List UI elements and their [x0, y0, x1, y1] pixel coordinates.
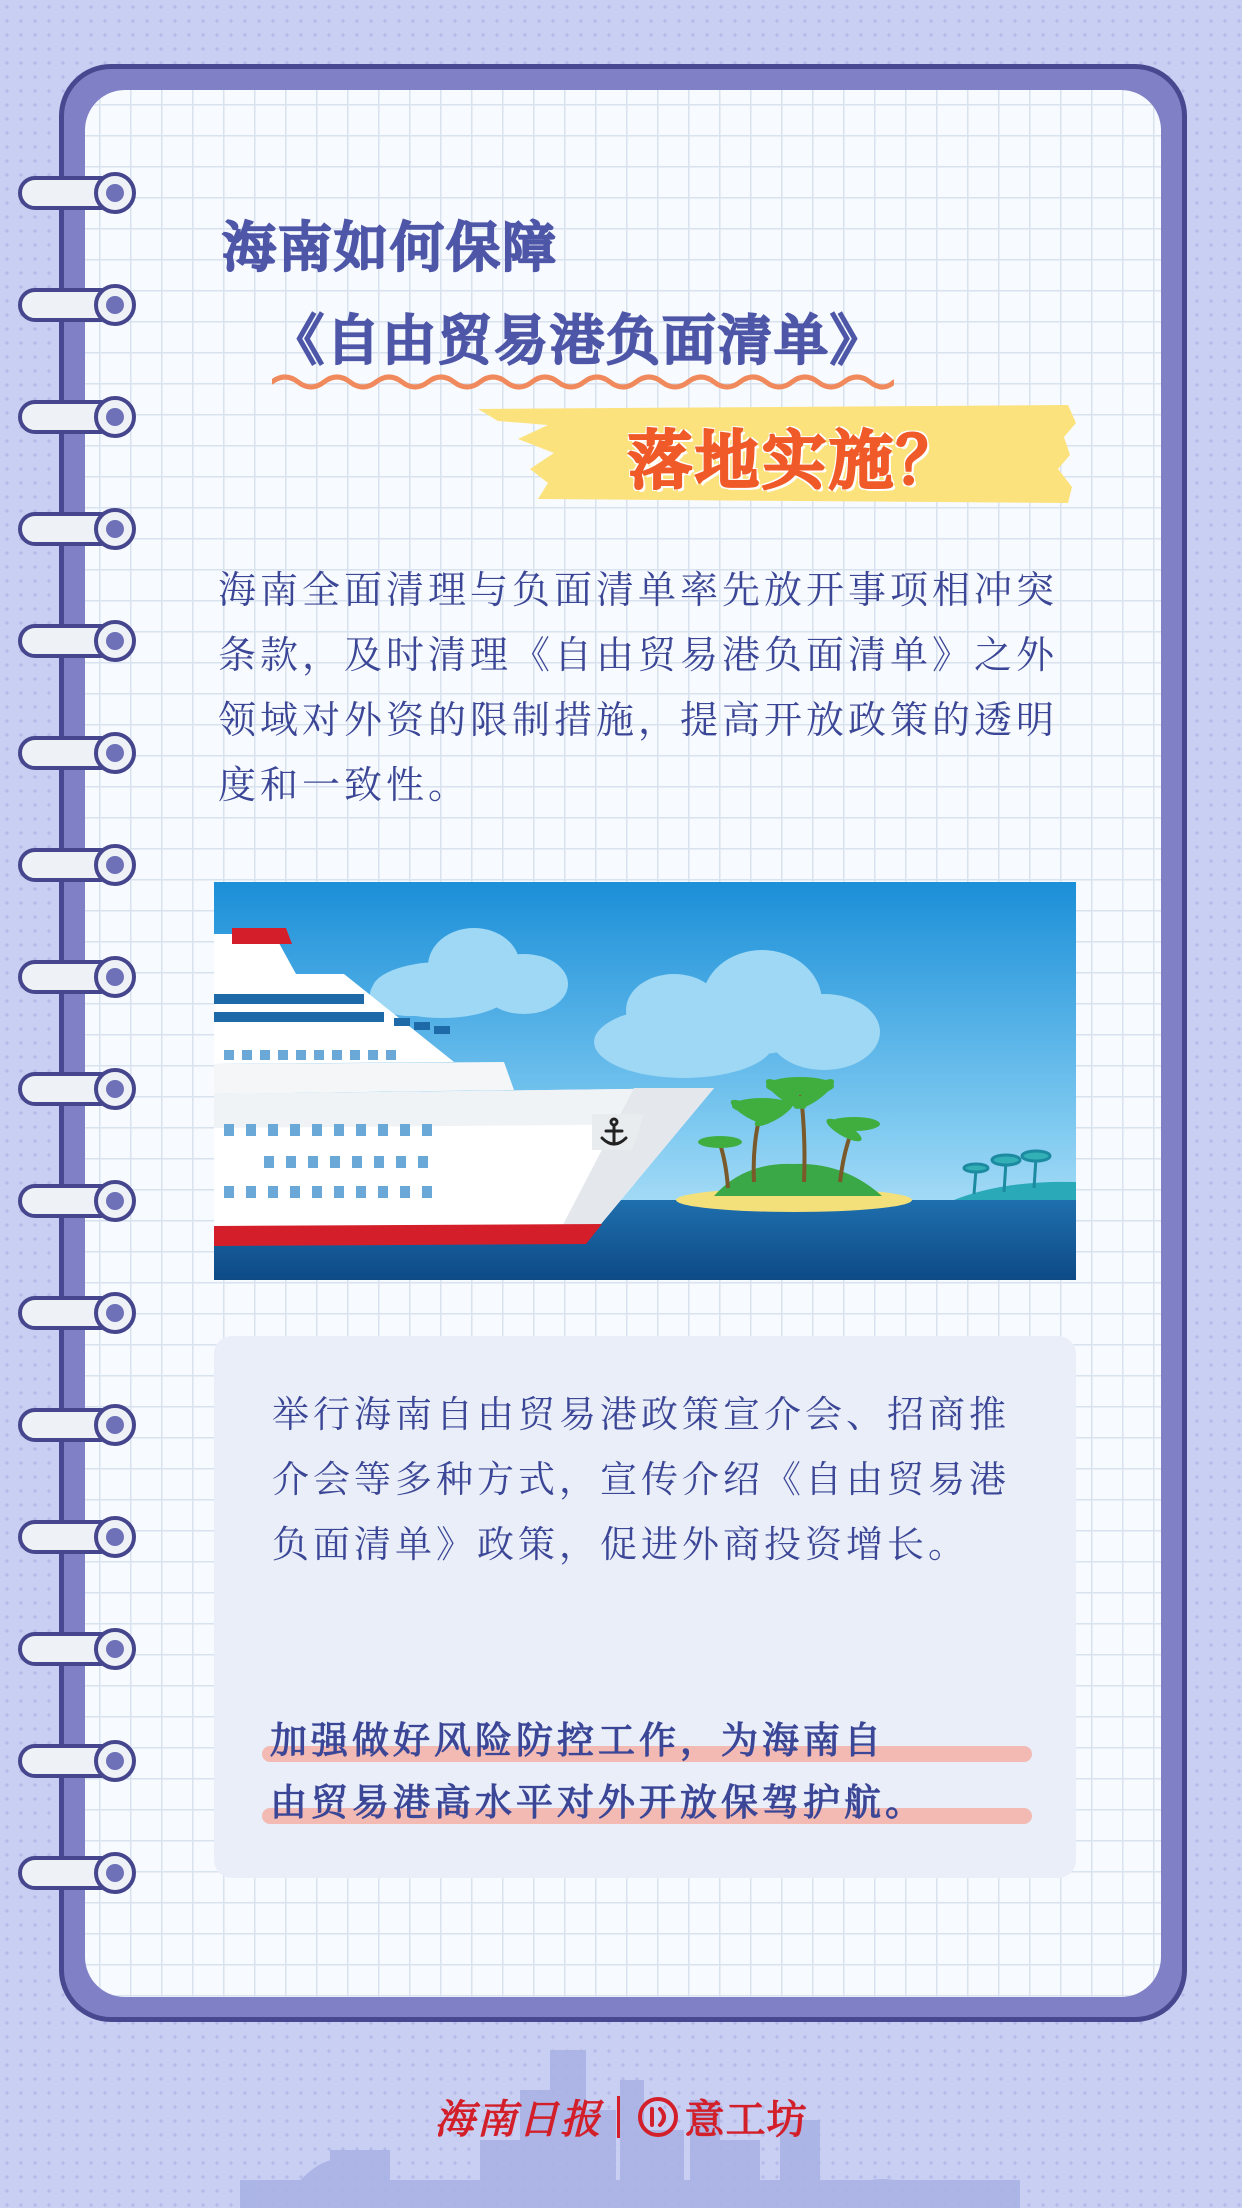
- spiral-ring: [18, 508, 126, 548]
- newspaper-logo: 海南日报: [434, 2096, 603, 2143]
- studio-name: 意工坊: [684, 2097, 808, 2143]
- highlight-line-1: 加强做好风险防控工作，为海南自: [262, 1710, 1032, 1772]
- spiral-ring: [18, 1852, 126, 1892]
- spiral-ring: [18, 1740, 126, 1780]
- footer-divider: [617, 2096, 620, 2138]
- spiral-ring: [18, 1292, 126, 1332]
- footer-brand-bar: [0, 2088, 1242, 2145]
- spiral-ring: [18, 1404, 126, 1444]
- spiral-ring: [18, 172, 126, 212]
- title-line-3: 落地实施？: [628, 425, 963, 499]
- spiral-ring: [18, 1068, 126, 1108]
- highlight-line-2: 由贸易港高水平对外开放保驾护航。: [262, 1772, 1032, 1834]
- cruise-ship-island-illustration: [214, 882, 1076, 1280]
- highlighted-conclusion: [262, 1710, 1032, 1834]
- studio-logo-icon: [636, 2095, 680, 2139]
- title-line-1: 海南如何保障: [222, 216, 558, 279]
- spiral-ring: [18, 1180, 126, 1220]
- spiral-ring: [18, 284, 126, 324]
- spiral-ring: [18, 732, 126, 772]
- title-line-2: 《自由贸易港负面清单》: [270, 309, 886, 372]
- spiral-ring: [18, 956, 126, 996]
- intro-paragraph: 海南全面清理与负面清单率先放开事项相冲突条款，及时清理《自由贸易港负面清单》之外领域对外资的限制措施，提高开放政策的透明度和一致性。: [218, 568, 1059, 807]
- spiral-ring: [18, 620, 126, 660]
- spiral-ring: [18, 396, 126, 436]
- spiral-ring: [18, 1628, 126, 1668]
- wavy-underline: [272, 370, 894, 390]
- card-paragraph: 举行海南自由贸易港政策宣介会、招商推介会等多种方式，宣传介绍《自由贸易港负面清单》政策，促进外商投资增长。: [272, 1393, 1010, 1566]
- spiral-ring: [18, 1516, 126, 1556]
- spiral-ring: [18, 844, 126, 884]
